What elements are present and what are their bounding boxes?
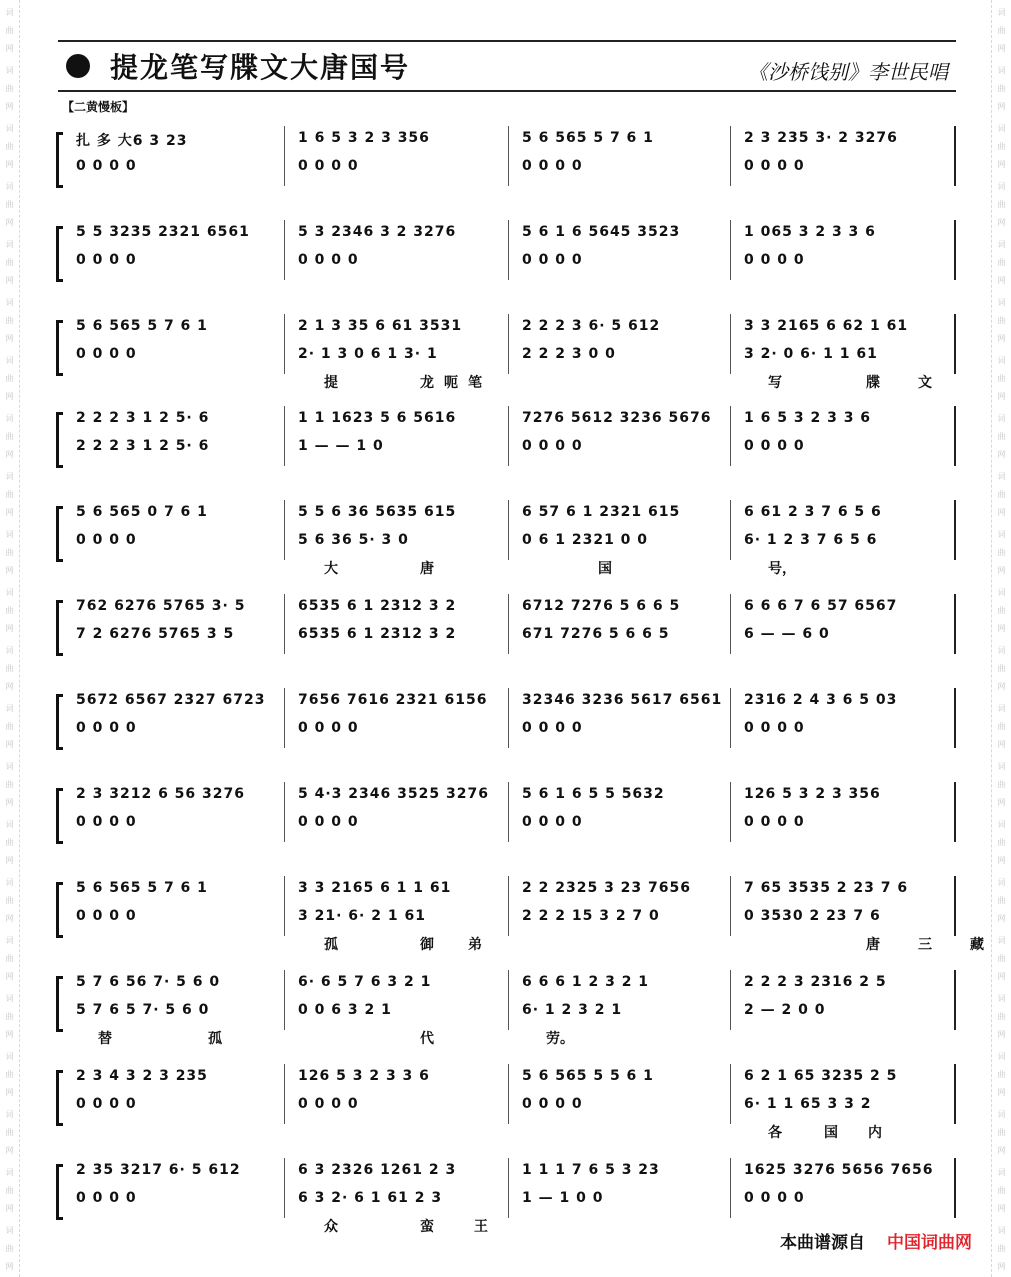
lyric-char: 弟 <box>468 937 482 953</box>
watermark-glyphs: 词 曲 网 <box>997 1168 1006 1213</box>
measure: 5 6 565 5 7 6 1 <box>522 130 654 146</box>
measure: 6 — — 6 0 <box>744 626 830 642</box>
measure: 126 5 3 2 3 3 6 <box>298 1068 430 1084</box>
measure: 0 0 0 0 <box>76 346 137 362</box>
lyric-char: 孤 <box>208 1031 222 1047</box>
measure: 1 6 5 3 2 3 3 6 <box>744 410 872 426</box>
score-system <box>52 498 956 577</box>
watermark-glyphs: 词 曲 网 <box>997 472 1006 517</box>
measure: 2 3 3212 6 56 3276 <box>76 786 246 802</box>
measure: 3 3 2165 6 62 1 61 <box>744 318 909 334</box>
system-bracket <box>56 320 63 376</box>
measure: 0 0 0 0 <box>298 720 359 736</box>
watermark-glyphs: 词 曲 网 <box>5 588 14 633</box>
system-bracket <box>56 882 63 938</box>
measure: 126 5 3 2 3 356 <box>744 786 881 802</box>
measure: 5 5 3235 2321 6561 <box>76 224 250 240</box>
barline <box>954 876 956 936</box>
lyric-char: 代 <box>420 1031 434 1047</box>
lyric-char: 龙 <box>420 375 434 391</box>
vocal-staff <box>76 814 952 838</box>
barline <box>954 406 956 466</box>
lyric-char: 提 <box>324 375 338 391</box>
system-bracket <box>56 1070 63 1126</box>
watermark-glyphs: 词 曲 网 <box>5 820 14 865</box>
lyric-char: 国 <box>824 1125 838 1141</box>
measure: 5672 6567 2327 6723 <box>76 692 266 708</box>
measure: 0 0 6 3 2 1 <box>298 1002 392 1018</box>
lyrics-line <box>76 372 956 390</box>
system-bracket <box>56 976 63 1032</box>
watermark-glyphs: 词 曲 网 <box>5 704 14 749</box>
watermark-glyphs: 词 曲 网 <box>997 1052 1006 1097</box>
lyric-char: 各 <box>768 1125 782 1141</box>
watermark-glyphs: 词 曲 网 <box>997 762 1006 807</box>
vocal-staff <box>76 1190 952 1214</box>
measure: 2 2 2 15 3 2 7 0 <box>522 908 660 924</box>
system-bracket <box>56 600 63 656</box>
watermark-glyphs: 词 曲 网 <box>5 414 14 459</box>
vocal-staff <box>76 252 952 276</box>
measure: 2 3 4 3 2 3 235 <box>76 1068 208 1084</box>
measure: 0 0 0 0 <box>522 1096 583 1112</box>
watermark-glyphs: 词 曲 网 <box>5 356 14 401</box>
score-system <box>52 218 956 294</box>
lyrics-line <box>76 558 956 576</box>
measure: 0 3530 2 23 7 6 <box>744 908 881 924</box>
measure: 0 0 0 0 <box>744 1190 805 1206</box>
score-system <box>52 1156 956 1235</box>
watermark-glyphs: 词 曲 网 <box>997 646 1006 691</box>
measure: 2 1 3 35 6 61 3531 <box>298 318 463 334</box>
watermark-glyphs: 词 曲 网 <box>5 1168 14 1213</box>
measure: 2 2 2325 3 23 7656 <box>522 880 692 896</box>
vocal-staff <box>76 438 952 462</box>
score-subtitle: 《沙桥饯别》李世民唱 <box>748 60 948 84</box>
measure: 5 6 1 6 5 5 5632 <box>522 786 665 802</box>
measure: 2 2 2 3 1 2 5· 6 <box>76 438 210 454</box>
lyric-char: 孤 <box>324 937 338 953</box>
watermark-glyphs: 词 曲 网 <box>5 472 14 517</box>
measure: 5 7 6 5 7· 5 6 0 <box>76 1002 210 1018</box>
measure: 1 1 1 7 6 5 3 23 <box>522 1162 660 1178</box>
vocal-staff <box>76 158 952 182</box>
measure: 2· 1 3 0 6 1 3· 1 <box>298 346 438 362</box>
measure: 0 0 0 0 <box>744 158 805 174</box>
accompaniment-staff <box>76 130 952 154</box>
measure: 762 6276 5765 3· 5 <box>76 598 246 614</box>
watermark-glyphs: 词 曲 网 <box>997 1110 1006 1155</box>
measure: 6 6 6 1 2 3 2 1 <box>522 974 650 990</box>
measure: 5 6 1 6 5645 3523 <box>522 224 681 240</box>
measure: 6535 6 1 2312 3 2 <box>298 626 457 642</box>
score-system <box>52 312 956 391</box>
system-bracket <box>56 226 63 282</box>
measure: 6 6 6 7 6 57 6567 <box>744 598 898 614</box>
score-system <box>52 780 956 856</box>
accompaniment-staff <box>76 974 952 998</box>
measure: 1625 3276 5656 7656 <box>744 1162 934 1178</box>
measure: 3 21· 6· 2 1 61 <box>298 908 426 924</box>
measure: 5 6 565 0 7 6 1 <box>76 504 208 520</box>
barline <box>954 500 956 560</box>
watermark-glyphs: 词 曲 网 <box>997 414 1006 459</box>
score-system <box>52 404 956 480</box>
watermark-glyphs: 词 曲 网 <box>997 820 1006 865</box>
measure: 7 65 3535 2 23 7 6 <box>744 880 909 896</box>
measure: 2 2 2 3 0 0 <box>522 346 616 362</box>
score-header <box>58 40 956 92</box>
lyric-char: 内 <box>868 1125 882 1141</box>
measure: 6 61 2 3 7 6 5 6 <box>744 504 882 520</box>
watermark-glyphs: 词 曲 网 <box>5 182 14 227</box>
lyric-char: 王 <box>474 1219 488 1235</box>
vocal-staff <box>76 532 952 556</box>
watermark-glyphs: 词 曲 网 <box>5 1052 14 1097</box>
tempo-marking: 【二黄慢板】 <box>62 100 135 114</box>
measure: 0 0 0 0 <box>522 158 583 174</box>
measure: 2 2 2 3 1 2 5· 6 <box>76 410 210 426</box>
barline <box>954 314 956 374</box>
watermark-glyphs: 词 曲 网 <box>997 298 1006 343</box>
measure: 0 0 0 0 <box>76 532 137 548</box>
measure: 0 0 0 0 <box>298 158 359 174</box>
right-watermark-strip <box>991 0 1011 1277</box>
measure: 5 6 565 5 7 6 1 <box>76 318 208 334</box>
watermark-glyphs: 词 曲 网 <box>5 1226 14 1271</box>
measure: 1 6 5 3 2 3 356 <box>298 130 430 146</box>
measure: 5 5 6 36 5635 615 <box>298 504 457 520</box>
watermark-glyphs: 词 曲 网 <box>5 762 14 807</box>
measure: 1 — 1 0 0 <box>522 1190 604 1206</box>
measure: 2 3 235 3· 2 3276 <box>744 130 898 146</box>
watermark-glyphs: 词 曲 网 <box>5 1110 14 1155</box>
lyrics-line <box>76 934 984 953</box>
measure: 0 0 0 0 <box>298 252 359 268</box>
measure: 6· 1 1 65 3 3 2 <box>744 1096 872 1112</box>
system-bracket <box>56 506 63 562</box>
measure: 32346 3236 5617 6561 <box>522 692 723 708</box>
vocal-staff <box>76 1096 952 1120</box>
vocal-staff <box>76 626 952 650</box>
vocal-staff <box>76 346 952 370</box>
measure: 0 0 0 0 <box>76 908 137 924</box>
vocal-staff <box>76 908 952 932</box>
measure: 7656 7616 2321 6156 <box>298 692 488 708</box>
accompaniment-staff <box>76 598 952 622</box>
measure: 0 0 0 0 <box>744 252 805 268</box>
barline <box>954 594 956 654</box>
measure: 0 6 1 2321 0 0 <box>522 532 649 548</box>
lyrics-line <box>76 1028 956 1046</box>
lyric-char: 国 <box>598 561 612 577</box>
measure: 0 0 0 0 <box>298 814 359 830</box>
measure: 0 0 0 0 <box>522 438 583 454</box>
vocal-staff <box>76 1002 952 1026</box>
watermark-glyphs: 词 曲 网 <box>997 936 1006 981</box>
barline <box>954 220 956 280</box>
measure: 0 0 0 0 <box>522 814 583 830</box>
measure: 3 3 2165 6 1 1 61 <box>298 880 452 896</box>
lyric-char: 劳。 <box>546 1031 574 1047</box>
lyric-char: 文 <box>918 375 932 391</box>
barline <box>954 970 956 1030</box>
lyric-char: 唐 <box>420 561 434 577</box>
watermark-glyphs: 词 曲 网 <box>5 646 14 691</box>
lyrics-line <box>76 1122 956 1140</box>
measure: 1 — — 1 0 <box>298 438 384 454</box>
left-watermark-strip <box>0 0 20 1277</box>
barline <box>954 782 956 842</box>
lyric-char: 牒 <box>866 375 880 391</box>
measure: 2 2 2 3 2316 2 5 <box>744 974 887 990</box>
watermark-glyphs: 词 曲 网 <box>997 704 1006 749</box>
measure: 0 0 0 0 <box>744 720 805 736</box>
watermark-glyphs: 词 曲 网 <box>5 530 14 575</box>
accompaniment-staff <box>76 1068 952 1092</box>
score-system <box>52 124 956 200</box>
measure: 0 0 0 0 <box>76 1096 137 1112</box>
lyric-char: 替 <box>98 1031 112 1047</box>
watermark-glyphs: 词 曲 网 <box>997 530 1006 575</box>
measure: 0 0 0 0 <box>76 1190 137 1206</box>
measure: 6535 6 1 2312 3 2 <box>298 598 457 614</box>
measure: 5 6 36 5· 3 0 <box>298 532 409 548</box>
score-system <box>52 592 956 668</box>
lyric-char: 藏 <box>970 937 984 953</box>
barline <box>954 1064 956 1124</box>
source-label: 本曲谱源自 <box>780 1233 865 1253</box>
watermark-glyphs: 词 曲 网 <box>997 182 1006 227</box>
system-bracket <box>56 788 63 844</box>
barline <box>954 688 956 748</box>
lyric-char: 大 <box>324 561 338 577</box>
watermark-glyphs: 词 曲 网 <box>997 240 1006 285</box>
measure: 0 0 0 0 <box>522 720 583 736</box>
measure: 5 3 2346 3 2 3276 <box>298 224 457 240</box>
score-system <box>52 874 984 953</box>
watermark-glyphs: 词 曲 网 <box>997 878 1006 923</box>
watermark-glyphs: 词 曲 网 <box>997 588 1006 633</box>
measure: 2316 2 4 3 6 5 03 <box>744 692 898 708</box>
measure: 1 065 3 2 3 3 6 <box>744 224 876 240</box>
measure: 6712 7276 5 6 6 5 <box>522 598 681 614</box>
watermark-glyphs: 词 曲 网 <box>5 240 14 285</box>
measure: 5 6 565 5 5 6 1 <box>522 1068 654 1084</box>
barline <box>954 126 956 186</box>
watermark-glyphs: 词 曲 网 <box>5 936 14 981</box>
barline <box>954 1158 956 1218</box>
measure: 7 2 6276 5765 3 5 <box>76 626 235 642</box>
measure: 2 35 3217 6· 5 612 <box>76 1162 241 1178</box>
watermark-glyphs: 词 曲 网 <box>997 66 1006 111</box>
watermark-glyphs: 词 曲 网 <box>5 298 14 343</box>
accompaniment-staff <box>76 880 952 904</box>
measure: 3 2· 0 6· 1 1 61 <box>744 346 878 362</box>
measure: 5 4·3 2346 3525 3276 <box>298 786 489 802</box>
lyric-char: 众 <box>324 1219 338 1235</box>
watermark-glyphs: 词 曲 网 <box>997 994 1006 1039</box>
vocal-staff <box>76 720 952 744</box>
measure: 6· 6 5 7 6 3 2 1 <box>298 974 432 990</box>
lyric-char: 笔 <box>468 375 482 391</box>
bullet-dot-icon <box>66 54 90 78</box>
watermark-glyphs: 词 曲 网 <box>5 994 14 1039</box>
accompaniment-staff <box>76 224 952 248</box>
measure: 6 3 2326 1261 2 3 <box>298 1162 457 1178</box>
measure: 0 0 0 0 <box>76 814 137 830</box>
measure: 2 2 2 3 6· 5 612 <box>522 318 661 334</box>
score-system <box>52 1062 956 1141</box>
system-bracket <box>56 1164 63 1220</box>
measure: 6· 1 2 3 2 1 <box>522 1002 623 1018</box>
measure: 671 7276 5 6 6 5 <box>522 626 670 642</box>
measure: 0 0 0 0 <box>744 438 805 454</box>
accompaniment-staff <box>76 692 952 716</box>
measure: 6 3 2· 6 1 61 2 3 <box>298 1190 443 1206</box>
lyric-char: 写 <box>768 375 782 391</box>
score-system <box>52 968 956 1047</box>
measure: 6 2 1 65 3235 2 5 <box>744 1068 898 1084</box>
lyric-char: 蛮 <box>420 1219 434 1235</box>
score-system <box>52 686 956 762</box>
source-brand: 中国词曲网 <box>887 1233 972 1253</box>
measure: 5 6 565 5 7 6 1 <box>76 880 208 896</box>
lyric-char: 唐 <box>866 937 880 953</box>
measure: 1 1 1623 5 6 5616 <box>298 410 457 426</box>
watermark-glyphs: 词 曲 网 <box>997 356 1006 401</box>
source-footer <box>780 1228 972 1253</box>
measure: 扎 多 大6 3 23 <box>76 133 188 149</box>
measure: 0 0 0 0 <box>298 1096 359 1112</box>
lyric-char: 御 <box>420 937 434 953</box>
accompaniment-staff <box>76 1162 952 1186</box>
lyric-char: 三 <box>918 937 932 953</box>
measure: 6· 1 2 3 7 6 5 6 <box>744 532 878 548</box>
watermark-glyphs: 词 曲 网 <box>5 66 14 111</box>
watermark-glyphs: 词 曲 网 <box>5 124 14 169</box>
watermark-glyphs: 词 曲 网 <box>997 1226 1006 1271</box>
accompaniment-staff <box>76 410 952 434</box>
measure: 0 0 0 0 <box>76 252 137 268</box>
accompaniment-staff <box>76 318 952 342</box>
watermark-glyphs: 词 曲 网 <box>5 878 14 923</box>
watermark-glyphs: 词 曲 网 <box>997 124 1006 169</box>
measure: 6 57 6 1 2321 615 <box>522 504 681 520</box>
measure: 0 0 0 0 <box>522 252 583 268</box>
measure: 0 0 0 0 <box>744 814 805 830</box>
watermark-glyphs: 词 曲 网 <box>5 8 14 53</box>
accompaniment-staff <box>76 786 952 810</box>
measure: 2 — 2 0 0 <box>744 1002 826 1018</box>
measure: 5 7 6 56 7· 5 6 0 <box>76 974 221 990</box>
system-bracket <box>56 132 63 188</box>
measure: 0 0 0 0 <box>76 158 137 174</box>
lyric-char: 呃 <box>444 375 458 391</box>
lyric-char: 号， <box>768 561 796 577</box>
system-bracket <box>56 694 63 750</box>
measure: 7276 5612 3236 5676 <box>522 410 712 426</box>
score-title: 提龙笔写牒文大唐国号 <box>110 51 411 84</box>
accompaniment-staff <box>76 504 952 528</box>
watermark-glyphs: 词 曲 网 <box>997 8 1006 53</box>
measure: 0 0 0 0 <box>76 720 137 736</box>
system-bracket <box>56 412 63 468</box>
